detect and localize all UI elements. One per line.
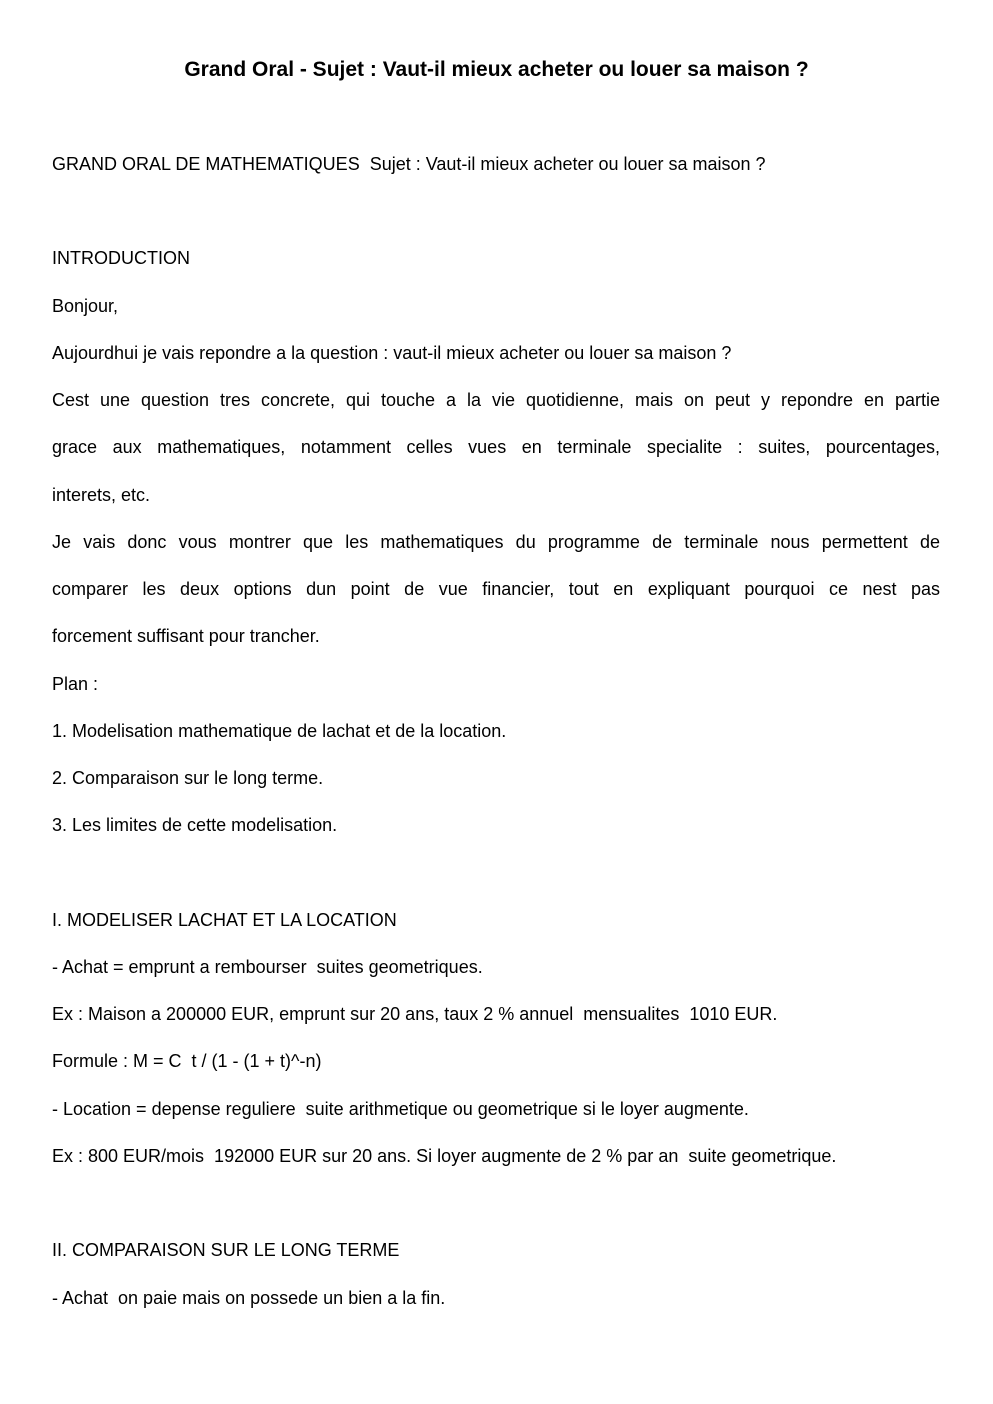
section-1-heading: I. MODELISER LACHAT ET LA LOCATION bbox=[52, 910, 397, 930]
question-line: Aujourdhui je vais repondre a la question : vaut-il mieux acheter ou louer sa maison ? bbox=[52, 343, 732, 363]
section-1-formula: Formule : M = C t / (1 - (1 + t)^-n) bbox=[52, 1051, 322, 1071]
document-title: Grand Oral - Sujet : Vaut-il mieux acheter ou louer sa maison ? bbox=[184, 58, 809, 81]
plan-label: Plan : bbox=[52, 674, 99, 694]
intro-paragraph-2-line-3: forcement suffisant pour trancher. bbox=[52, 626, 320, 646]
plan-item: 3. Les limites de cette modelisation. bbox=[52, 815, 338, 835]
plan-item: 2. Comparaison sur le long terme. bbox=[52, 768, 324, 788]
section-2-line: - Achat on paie mais on possede un bien a la fin. bbox=[52, 1288, 446, 1308]
section-1-line: - Achat = emprunt a rembourser suites geometriques. bbox=[52, 957, 483, 977]
plan-item: 1. Modelisation mathematique de lachat et de la location. bbox=[52, 721, 507, 741]
intro-paragraph-2-line-2: comparer les deux options dun point de vue financier, tout en expliquant pourquoi ce nest pas bbox=[52, 579, 940, 599]
section-1-line: Ex : 800 EUR/mois 192000 EUR sur 20 ans. Si loyer augmente de 2 % par an suite geometrique. bbox=[52, 1146, 837, 1166]
intro-paragraph-2-line-1: Je vais donc vous montrer que les mathematiques du programme de terminale nous permettent de bbox=[52, 532, 940, 552]
intro-paragraph-1-line-2: grace aux mathematiques, notamment celles vues en terminale specialite : suites, pourcentages, bbox=[52, 437, 940, 457]
intro-paragraph-1-line-3: interets, etc. bbox=[52, 485, 151, 505]
section-1-line: Ex : Maison a 200000 EUR, emprunt sur 20 ans, taux 2 % annuel mensualites 1010 EUR. bbox=[52, 1004, 778, 1024]
section-2-heading: II. COMPARAISON SUR LE LONG TERME bbox=[52, 1240, 400, 1260]
intro-paragraph-1-line-1: Cest une question tres concrete, qui touche a la vie quotidienne, mais on peut y repondre en partie bbox=[52, 390, 940, 410]
section-1-line: - Location = depense reguliere suite arithmetique ou geometrique si le loyer augmente. bbox=[52, 1099, 749, 1119]
greeting: Bonjour, bbox=[52, 296, 119, 316]
introduction-heading: INTRODUCTION bbox=[52, 248, 190, 268]
subject-line: GRAND ORAL DE MATHEMATIQUES Sujet : Vaut-il mieux acheter ou louer sa maison ? bbox=[52, 154, 766, 174]
